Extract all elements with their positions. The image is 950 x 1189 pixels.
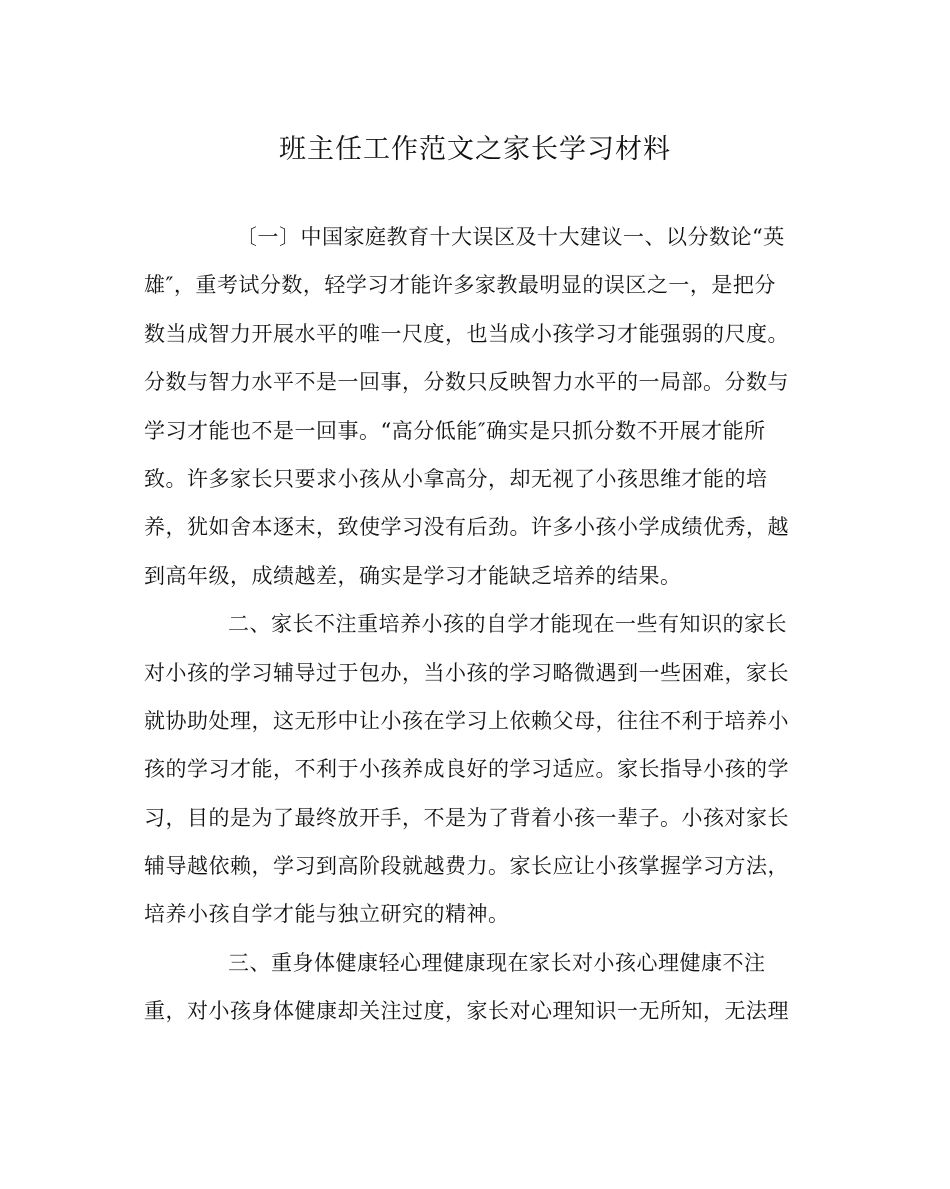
paragraph-line: 雄″，重考试分数，轻学习才能许多家教最明显的误区之一，是把分 (144, 273, 776, 298)
paragraph-line: 〔一〕中国家庭教育十大误区及十大建议一、以分数论“英 (236, 225, 785, 249)
paragraph-line: 辅导越依赖，学习到高阶段就越费力。家长应让小孩掌握学习方法， (144, 854, 789, 879)
paragraph-line: 到高年级，成绩越差，确实是学习才能缺乏培养的结果。 (144, 563, 682, 588)
document-body (144, 222, 804, 1045)
paragraph-line: 重，对小孩身体健康却关注过度，家长对心理知识一无所知，无法理 (144, 999, 789, 1024)
paragraph-line: 致。许多家长只要求小孩从小拿高分，却无视了小孩思维才能的培 (144, 466, 768, 491)
paragraph-line: 学习才能也不是一回事。“高分低能″确实是只抓分数不开展才能所 (144, 418, 766, 443)
paragraph-line: 二、家长不注重培养小孩的自学才能现在一些有知识的家长 (228, 612, 787, 637)
paragraph-line: 对小孩的学习辅导过于包办，当小孩的学习略微遇到一些困难，家长 (144, 660, 789, 685)
paragraph-line: 分数与智力水平不是一回事，分数只反映智力水平的一局部。分数与 (144, 370, 789, 395)
document-title: 班主任工作范文之家长学习材料 (279, 134, 671, 165)
paragraph-line: 养，犹如舍本逐末，致使学习没有后劲。许多小孩小学成绩优秀，越 (144, 515, 789, 540)
paragraph-line: 培养小孩自学才能与独立研究的精神。 (144, 902, 510, 927)
paragraph-line: 三、重身体健康轻心理健康现在家长对小孩心理健康不注 (228, 950, 766, 975)
paragraph-line: 数当成智力开展水平的唯一尺度，也当成小孩学习才能强弱的尺度。 (144, 321, 789, 346)
paragraph-line: 孩的学习才能，不利于小孩养成良好的学习适应。家长指导小孩的学 (144, 757, 789, 782)
paragraph-line: 习，目的是为了最终放开手，不是为了背着小孩一辈子。小孩对家长 (144, 805, 789, 830)
paragraph-line: 就协助处理，这无形中让小孩在学习上依赖父母，往往不利于培养小 (144, 708, 789, 733)
